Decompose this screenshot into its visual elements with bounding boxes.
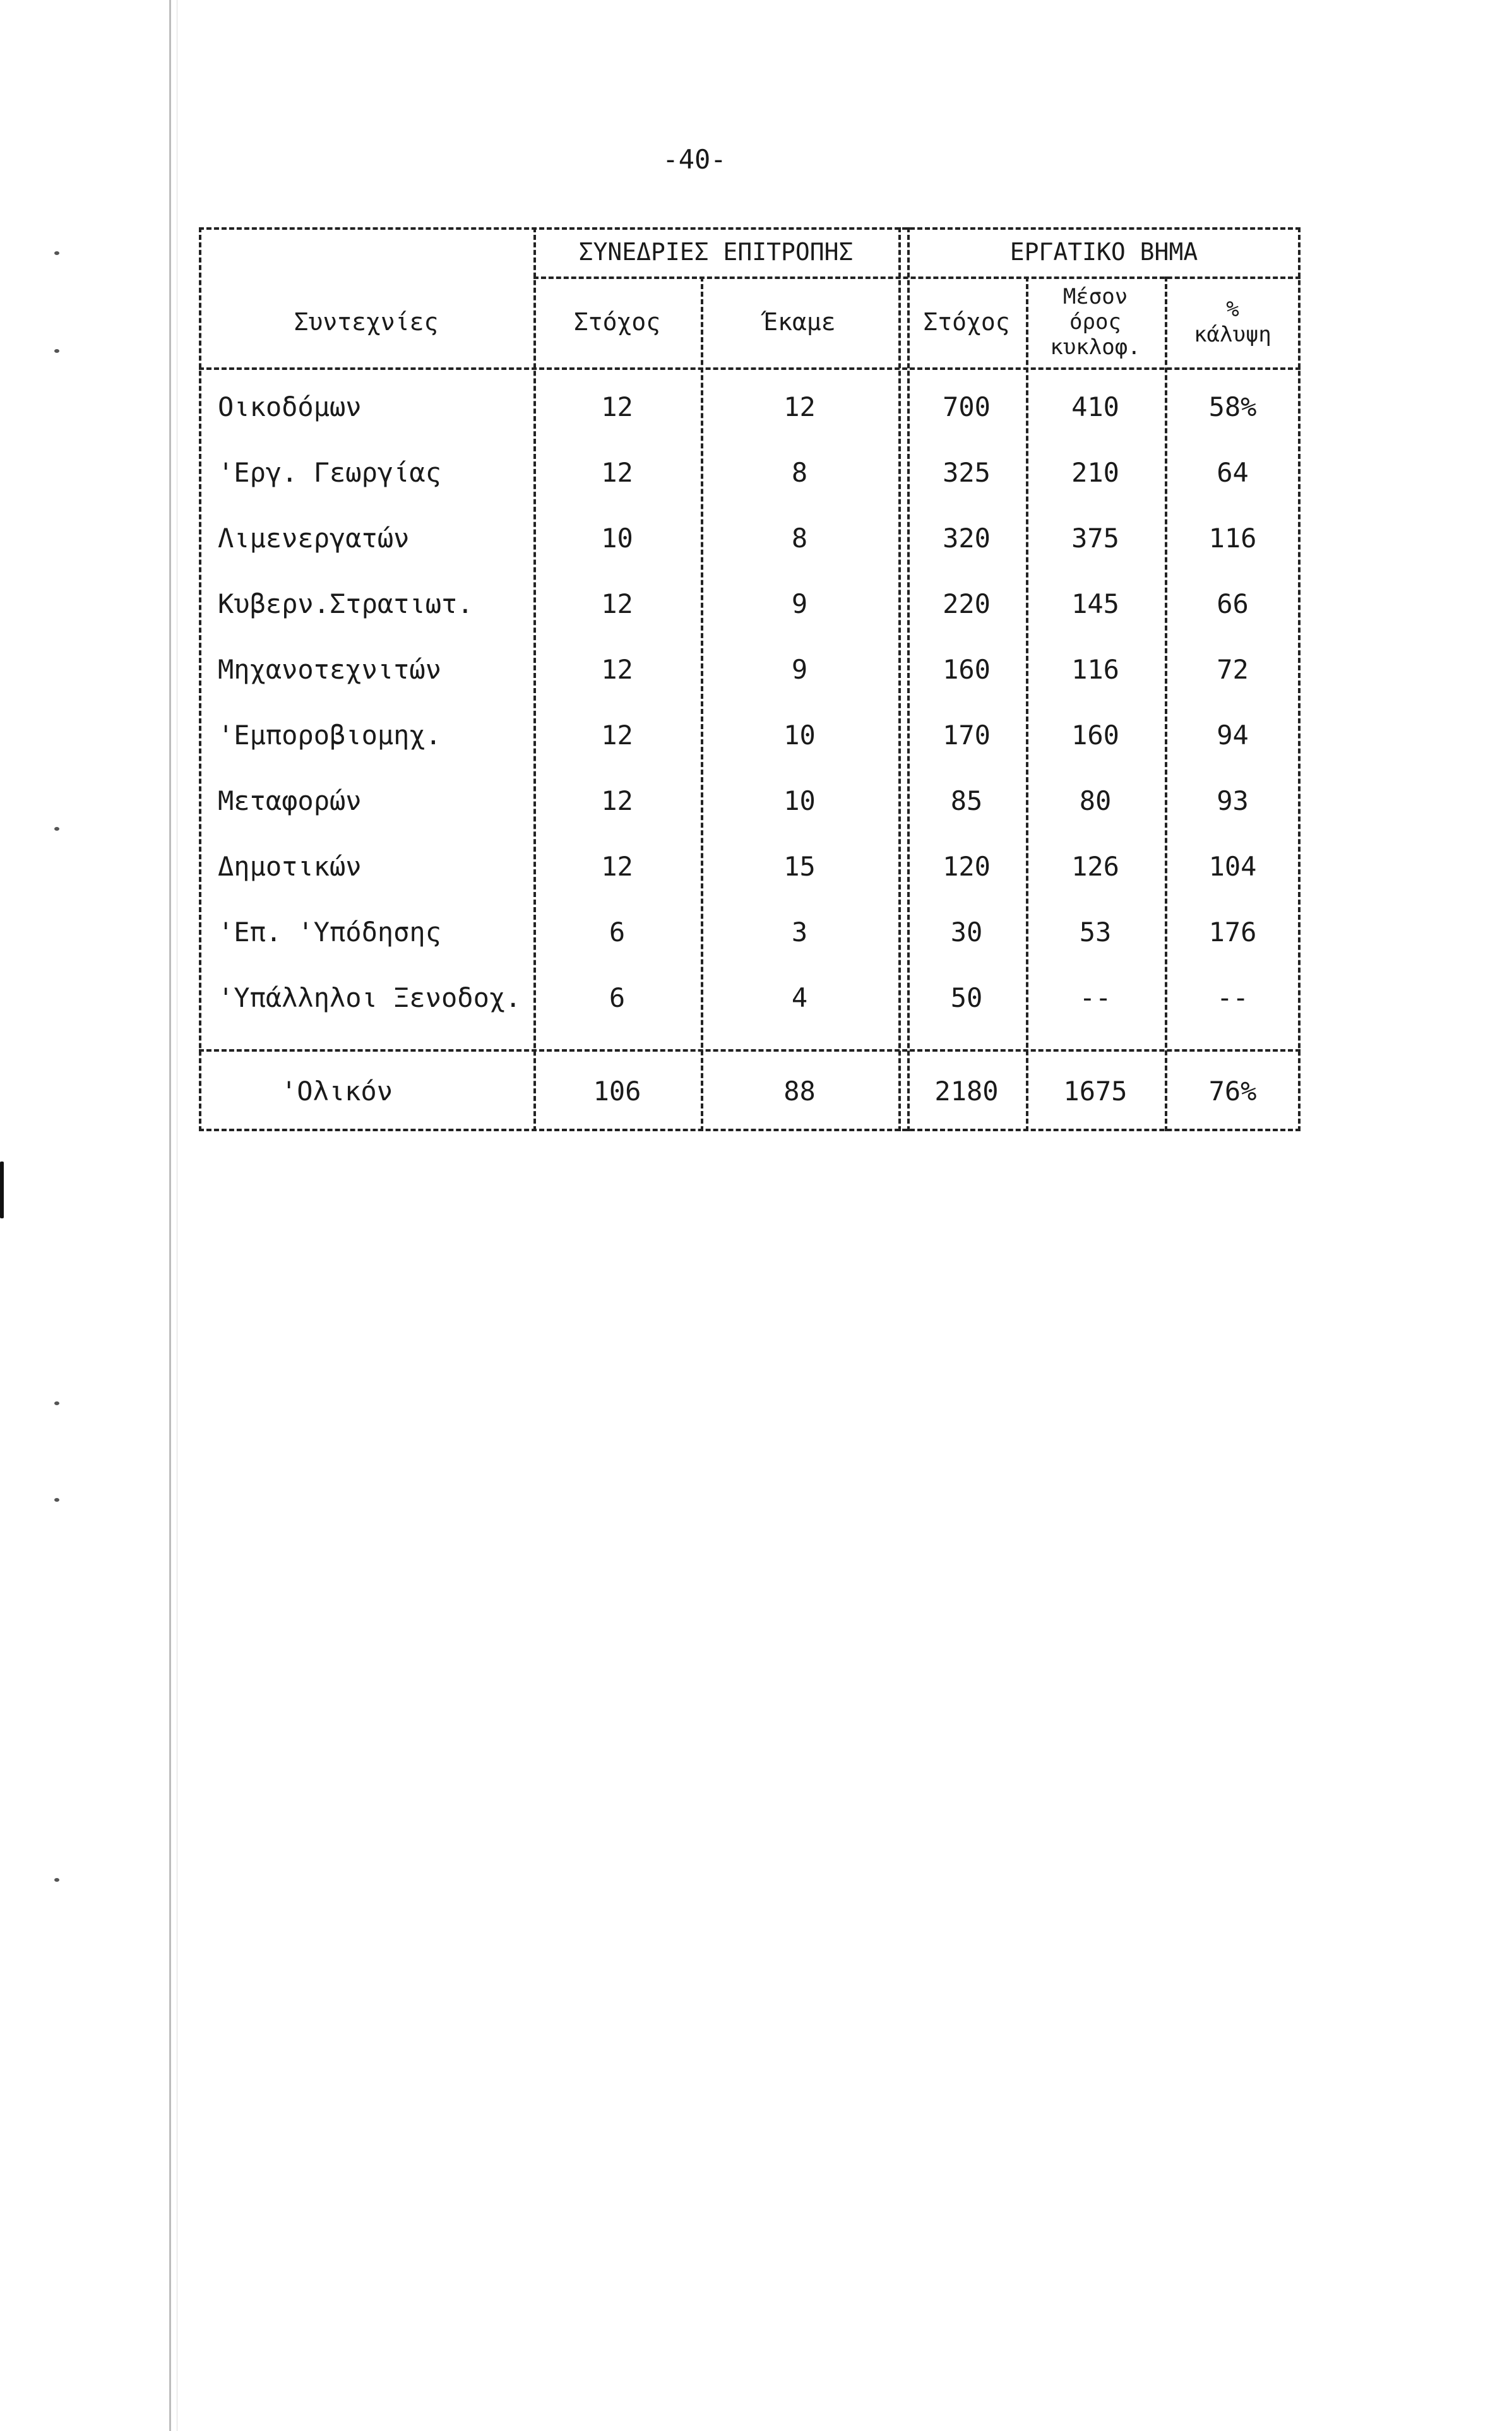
total-cell: 76% bbox=[1208, 1075, 1257, 1107]
table-cell: 10 bbox=[783, 785, 816, 816]
table-cell: 160 bbox=[1071, 719, 1119, 751]
table-cell: 3 bbox=[791, 916, 808, 948]
table-cell: 72 bbox=[1217, 653, 1249, 685]
header-line: όρος bbox=[1069, 309, 1121, 335]
header-row-label: Συντεχνίες bbox=[294, 308, 439, 336]
row-label: Κυβερν.Στρατιωτ. bbox=[218, 588, 473, 619]
scan-speck bbox=[54, 1401, 59, 1405]
scan-speck bbox=[54, 251, 59, 255]
table-cell: 58% bbox=[1208, 391, 1257, 422]
binding-margin-line bbox=[169, 0, 171, 2431]
table-cell: 8 bbox=[791, 522, 808, 554]
table-cell: 176 bbox=[1208, 916, 1257, 948]
table-cell: 6 bbox=[609, 916, 626, 948]
row-label: 'Εργ. Γεωργίας bbox=[218, 456, 442, 488]
table-cell: 116 bbox=[1071, 653, 1119, 685]
table-cell: 10 bbox=[601, 522, 633, 554]
table-cell: 50 bbox=[950, 982, 983, 1013]
table-cell: 145 bbox=[1071, 588, 1119, 619]
row-label: 'Υπάλληλοι Ξενοδοχ. bbox=[218, 982, 521, 1013]
header-target: Στόχος bbox=[923, 308, 1010, 336]
table-cell: 700 bbox=[943, 391, 991, 422]
row-label: 'Εμποροβιομηχ. bbox=[218, 719, 442, 751]
scan-speck bbox=[54, 349, 59, 353]
header-done: Έκαμε bbox=[763, 308, 836, 336]
table-cell: 85 bbox=[950, 785, 983, 816]
row-label: Δημοτικών bbox=[218, 850, 362, 882]
total-cell: 2180 bbox=[934, 1075, 999, 1107]
table-cell: 12 bbox=[601, 719, 633, 751]
header-bottom-line bbox=[199, 367, 1301, 370]
header-group-committee: ΣΥΝΕΔΡΙΕΣ ΕΠΙΤΡΟΠΗΣ bbox=[578, 238, 854, 266]
table-cell: 220 bbox=[943, 588, 991, 619]
page-number: -40- bbox=[662, 144, 727, 175]
row-label: Λιμενεργατών bbox=[218, 522, 410, 554]
table-cell: 320 bbox=[943, 522, 991, 554]
table-cell: 93 bbox=[1217, 785, 1249, 816]
table-cell: 9 bbox=[791, 588, 808, 619]
table-cell: 170 bbox=[943, 719, 991, 751]
header-average-circulation bbox=[1026, 276, 1165, 367]
row-label: Μηχανοτεχνιτών bbox=[218, 653, 442, 685]
table-cell: 325 bbox=[943, 456, 991, 488]
table-cell: 12 bbox=[601, 850, 633, 882]
table-cell: 126 bbox=[1071, 850, 1119, 882]
table-cell: 66 bbox=[1217, 588, 1249, 619]
table-cell: -- bbox=[1079, 982, 1112, 1013]
table-cell: 94 bbox=[1217, 719, 1249, 751]
header-line: % bbox=[1226, 297, 1239, 322]
table-cell: 120 bbox=[943, 850, 991, 882]
table-cell: 12 bbox=[783, 391, 816, 422]
table-cell: 12 bbox=[601, 588, 633, 619]
scan-speck bbox=[0, 1162, 4, 1218]
table-cell: 375 bbox=[1071, 522, 1119, 554]
total-cell: 106 bbox=[593, 1075, 641, 1107]
table-cell: 8 bbox=[791, 456, 808, 488]
table-cell: 12 bbox=[601, 391, 633, 422]
scan-speck bbox=[54, 827, 59, 831]
table-cell: 10 bbox=[783, 719, 816, 751]
total-cell: 1675 bbox=[1063, 1075, 1128, 1107]
table-cell: 210 bbox=[1071, 456, 1119, 488]
table-cell: 160 bbox=[943, 653, 991, 685]
header-line: κάλυψη bbox=[1194, 322, 1271, 347]
table-cell: 53 bbox=[1079, 916, 1112, 948]
row-label: Μεταφορών bbox=[218, 785, 362, 816]
table-cell: 80 bbox=[1079, 785, 1112, 816]
table-cell: -- bbox=[1217, 982, 1249, 1013]
header-line: κυκλοφ. bbox=[1050, 335, 1141, 360]
row-label: 'Επ. 'Υπόδησης bbox=[218, 916, 442, 948]
table-cell: 116 bbox=[1208, 522, 1257, 554]
table-cell: 410 bbox=[1071, 391, 1119, 422]
table-cell: 4 bbox=[791, 982, 808, 1013]
table-cell: 15 bbox=[783, 850, 816, 882]
table-cell: 64 bbox=[1217, 456, 1249, 488]
table-cell: 104 bbox=[1208, 850, 1257, 882]
table-cell: 12 bbox=[601, 785, 633, 816]
table-cell: 9 bbox=[791, 653, 808, 685]
total-cell: 88 bbox=[783, 1075, 816, 1107]
column-line bbox=[898, 227, 901, 1131]
table-cell: 6 bbox=[609, 982, 626, 1013]
header-target: Στόχος bbox=[573, 308, 661, 336]
table-cell: 12 bbox=[601, 653, 633, 685]
header-coverage-percent bbox=[1165, 276, 1301, 367]
row-label: Οικοδόμων bbox=[218, 391, 362, 422]
scan-speck bbox=[54, 1878, 59, 1882]
header-line: Μέσον bbox=[1063, 284, 1128, 309]
total-label: 'Ολικόν bbox=[281, 1075, 393, 1107]
scan-speck bbox=[54, 1498, 59, 1502]
header-group-workers-tribune: ΕΡΓΑΤΙΚΟ ΒΗΜΑ bbox=[1009, 238, 1198, 266]
table-cell: 12 bbox=[601, 456, 633, 488]
table-cell: 30 bbox=[950, 916, 983, 948]
